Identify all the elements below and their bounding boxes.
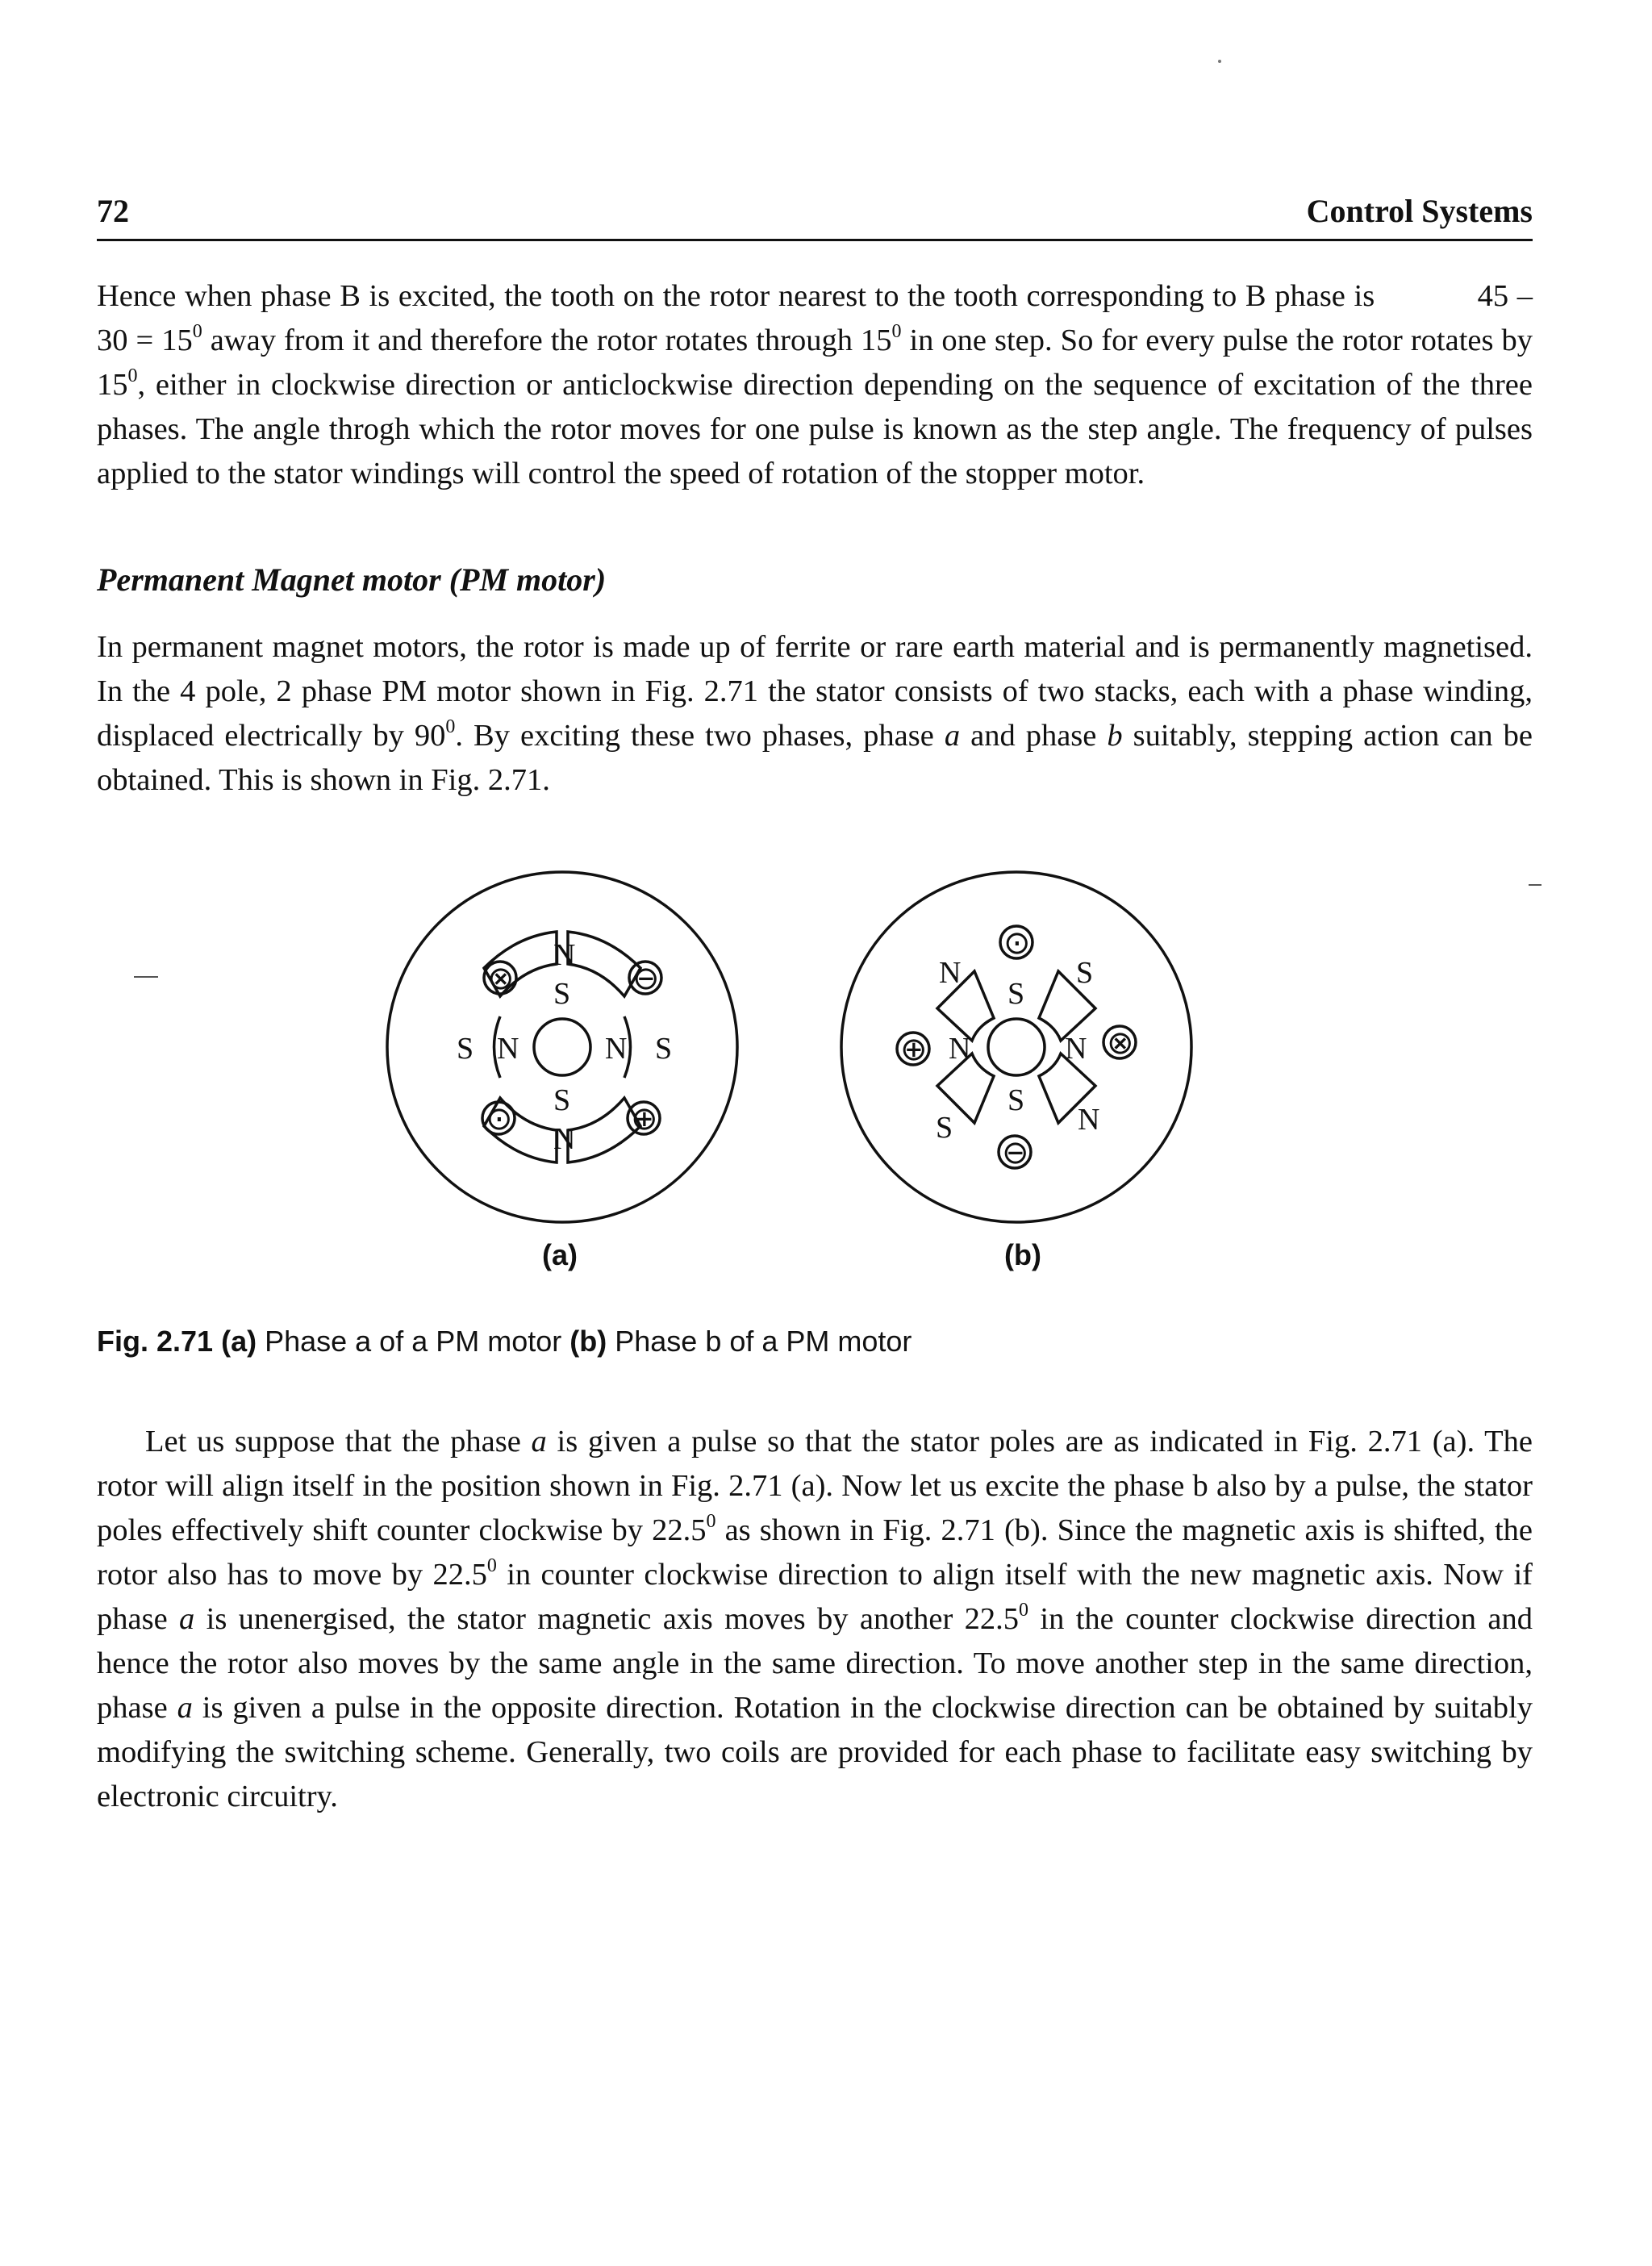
section-heading: Permanent Magnet motor (PM motor) — [97, 561, 607, 598]
coil-symbol: ⊙ — [1003, 924, 1031, 962]
diagram-b — [841, 872, 1191, 1222]
stator-outer-ring — [387, 872, 737, 1222]
stator-pole-top-right — [568, 932, 640, 996]
diagram-a — [387, 872, 737, 1222]
figure-caption: Fig. 2.71 (a) Phase a of a PM motor (b) Phase b of a PM motor — [97, 1325, 912, 1358]
pole-label: S — [1076, 956, 1094, 990]
coil-symbol: ⊕ — [631, 1100, 658, 1137]
pole-label: N — [1078, 1103, 1100, 1137]
coil-symbol: ⊕ — [900, 1031, 928, 1068]
pole-label: S — [936, 1111, 953, 1145]
figure-sublabel-a: (a) — [542, 1238, 578, 1271]
pole-label: N — [497, 1032, 519, 1066]
stator-pole-bottom-right — [568, 1098, 640, 1162]
coil-symbol: ⊖ — [1002, 1134, 1029, 1171]
pole-label: S — [655, 1032, 673, 1066]
rotor — [534, 1019, 590, 1075]
page-number: 72 — [97, 193, 129, 229]
rotor — [988, 1019, 1045, 1075]
coil-symbol: ⊗ — [1107, 1024, 1134, 1062]
paragraph-pm-motor: In permanent magnet motors, the rotor is made up of ferrite or rare earth material and is permanently magnetised. In the 4 pole, 2 phase PM motor shown in Fig. 2.71 the stator consists of two stacks, each with a phase winding, displaced electrically by $90^0$. By exciting these two phases, phase a and phase b suitably, stepping action can be obtained. This is shown in Fig. 2.71. — [97, 630, 1533, 797]
coil-symbol: ⊙ — [486, 1100, 513, 1137]
pole-label: N — [553, 938, 576, 972]
pole-label: S — [1007, 977, 1025, 1011]
coil-symbol: ⊖ — [632, 960, 660, 997]
pole-label: N — [939, 956, 962, 990]
paragraph-pm-operation: Let us suppose that the phase a is given a pulse so that the stator poles are as indicated in Fig. 2.71 (a). The rotor will align itself in the position shown in Fig. 2.71 (a). Now let us excite the phase b also by a pulse, the stator poles effectively shift counter clockwise by 22.5$^0$ as shown in Fig. 2.71 (b). Since the magnetic axis is shifted, the rotor also has to move by 22.5$^0$ in counter clockwise direction to align itself with the new magnetic axis. Now if phase a is unenergised, the stator magnetic axis moves by another 22.5$^0$ in the counter clockwise direction and hence the rotor also moves by the same angle in the same direction. To move another step in the same direction, phase a is given a pulse in the opposite direction. Rotation in the clockwise direction can be obtained by suitably modifying the switching scheme. Generally, two coils are provided for each phase to facilitate easy switching by electronic circuitry. — [97, 1425, 1533, 1813]
figure-sublabel-b: (b) — [1004, 1238, 1041, 1271]
paragraph-step-angle: Hence when phase B is excited, the tooth on the rotor nearest to the tooth corresponding to B phase is $45 - 30 = 15^0$ away from it and therefore the rotor rotates through $15^0$ in one step. So for every pulse the rotor rotates by $15^0$, either in clockwise direction or anticlockwise direction depending on the sequence of excitation of the three phases. The angle throgh which the rotor moves for one pulse is known as the step angle. The frequency of pulses applied to the stator windings will control the speed of rotation of the stopper motor. — [97, 279, 1533, 490]
pole-label: S — [1007, 1083, 1025, 1117]
pole-label: N — [605, 1032, 628, 1066]
pole-label: S — [553, 977, 571, 1011]
coil-symbol: ⊗ — [487, 960, 515, 997]
running-title: Control Systems — [1306, 193, 1533, 229]
pole-label: S — [553, 1083, 571, 1117]
pole-label: N — [949, 1032, 971, 1066]
pole-label: S — [457, 1032, 474, 1066]
pole-label: N — [553, 1122, 576, 1156]
pole-label: N — [1065, 1032, 1087, 1066]
